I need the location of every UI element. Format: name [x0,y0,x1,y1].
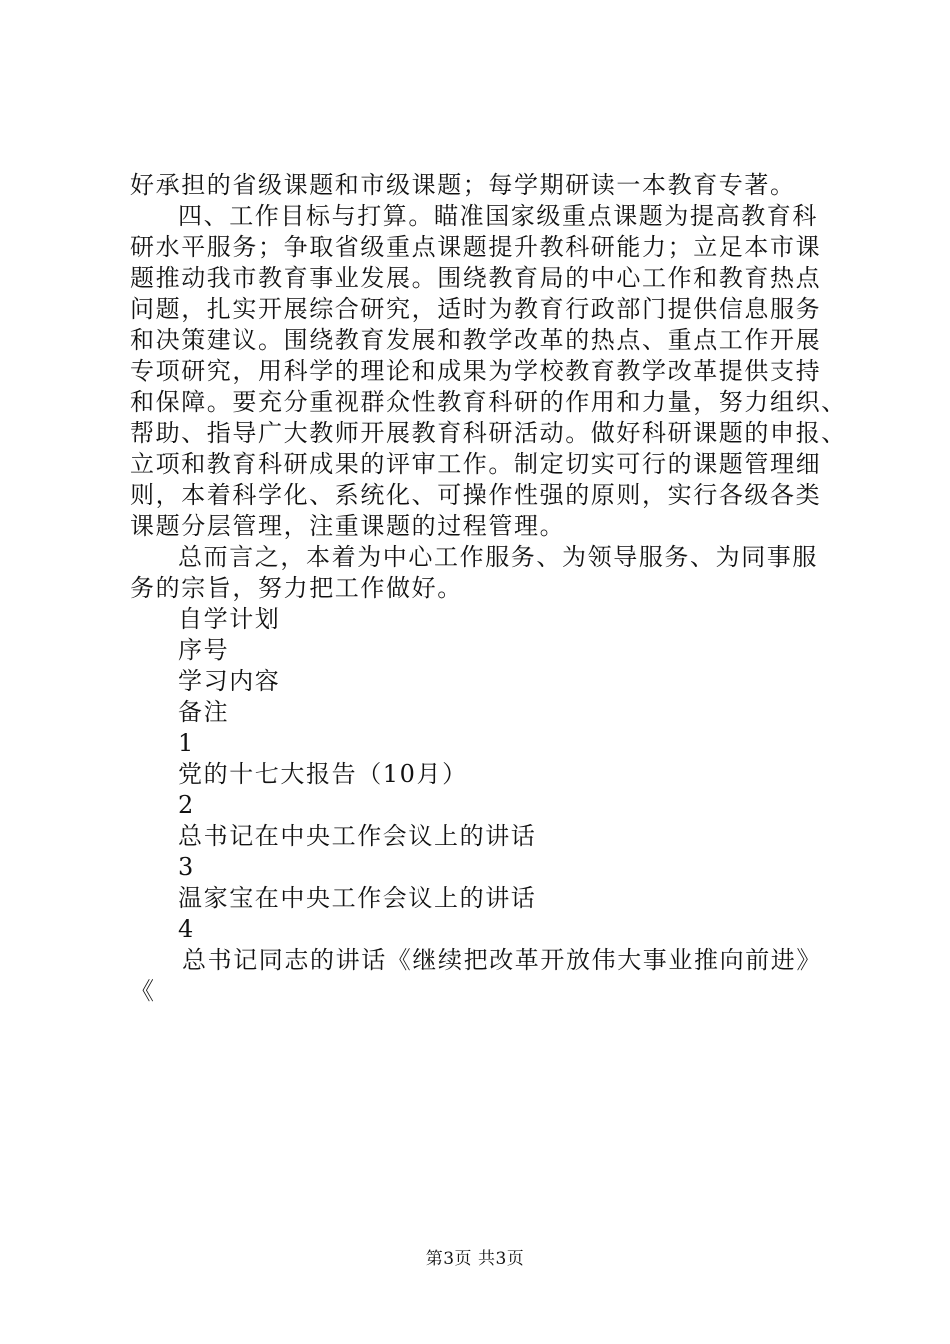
table-cell-content: 温家宝在中央工作会议上的讲话 [178,884,537,912]
table-header-cell: 序号 [178,636,230,664]
table-cell-number: 2 [178,791,195,819]
table-header-cell: 学习内容 [178,667,281,695]
paragraph-line: 好承担的省级课题和市级课题；每学期研读一本教育专著。 [130,171,796,199]
document-body [130,170,847,1007]
table-cell-number: 3 [178,853,195,881]
table-cell-content: 总书记同志的讲话《继续把改革开放伟大事业推向前进》 [182,946,822,974]
paragraph-line: 研水平服务；争取省级重点课题提升教科研能力；立足本市课 [130,233,822,261]
section-heading: 自学计划 [178,605,281,633]
paragraph-line: 和保障。要充分重视群众性教育科研的作用和力量，努力组织、 [130,388,847,416]
table-cell-number: 4 [178,915,195,943]
paragraph-line: 问题，扎实开展综合研究，适时为教育行政部门提供信息服务 [130,295,822,323]
paragraph-line: 题推动我市教育事业发展。围绕教育局的中心工作和教育热点 [130,264,822,292]
paragraph-line: 四、工作目标与打算。瞄准国家级重点课题为提高教育科 [178,202,818,230]
table-header-cell: 备注 [178,698,230,726]
paragraph-line: 则，本着科学化、系统化、可操作性强的原则，实行各级各类 [130,481,822,509]
paragraph-line: 总而言之，本着为中心工作服务、为领导服务、为同事服 [178,543,818,571]
table-cell-number: 1 [178,729,195,757]
page-footer: 第3页 共3页 [425,1249,525,1269]
paragraph-line: 专项研究，用科学的理论和成果为学校教育教学改革提供支持 [130,357,822,385]
table-cell-content: 《 [130,977,156,1005]
paragraph-line: 帮助、指导广大教师开展教育科研活动。做好科研课题的申报、 [130,419,847,447]
table-cell-content: 总书记在中央工作会议上的讲话 [178,822,537,850]
paragraph-line: 务的宗旨，努力把工作做好。 [130,574,463,602]
paragraph-line: 和决策建议。围绕教育发展和教学改革的热点、重点工作开展 [130,326,822,354]
paragraph-line: 课题分层管理，注重课题的过程管理。 [130,512,566,540]
table-cell-content: 党的十七大报告（10月） [178,760,468,788]
paragraph-line: 立项和教育科研成果的评审工作。制定切实可行的课题管理细 [130,450,822,478]
